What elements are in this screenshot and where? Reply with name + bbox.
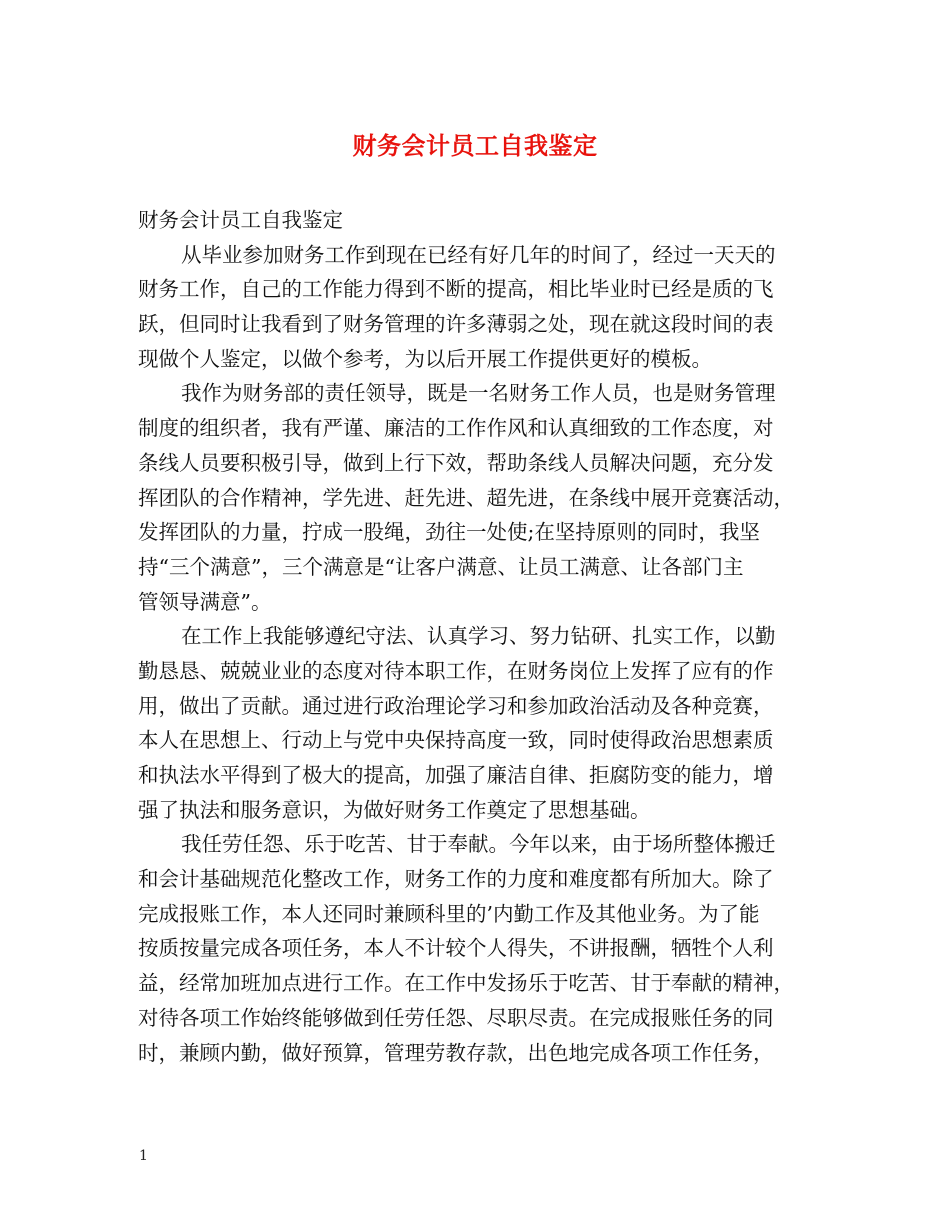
page-number: 1 (139, 1148, 148, 1164)
text-line: 对待各项工作始终能够做到任劳任怨、尽职尽责。在完成报账任务的同 (138, 1005, 774, 1030)
text-line: 财务工作，自己的工作能力得到不断的提高，相比毕业时已经是质的飞 (138, 277, 774, 302)
document-title: 财务会计员工自我鉴定 (352, 131, 598, 160)
text-line: 管领导满意”。 (138, 589, 272, 614)
text-line: 和会计基础规范化整改工作，财务工作的力度和难度都有所加大。除了 (138, 867, 774, 892)
text-line: 挥团队的合作精神，学先进、赶先进、超先进，在条线中展开竞赛活动， (138, 485, 794, 510)
text-line: 我任劳任怨、乐于吃苦、甘于奉献。今年以来，由于场所整体搬迁 (181, 832, 776, 857)
text-line: 发挥团队的力量，拧成一股绳，劲往一处使;在坚持原则的同时，我坚 (138, 520, 760, 545)
text-line: 我作为财务部的责任领导，既是一名财务工作人员，也是财务管理 (181, 381, 776, 406)
text-line: 按质按量完成各项任务，本人不计较个人得失，不讲报酬，牺牲个人利 (138, 936, 774, 961)
text-line: 勤恳恳、兢兢业业的态度对待本职工作，在财务岗位上发挥了应有的作 (138, 658, 774, 683)
text-line: 条线人员要积极引导，做到上行下效，帮助条线人员解决问题，充分发 (138, 450, 774, 475)
text-line: 跃，但同时让我看到了财务管理的许多薄弱之处，现在就这段时间的表 (138, 312, 774, 337)
text-line: 用，做出了贡献。通过进行政治理论学习和参加政治活动及各种竞赛， (138, 693, 774, 718)
text-line: 益，经常加班加点进行工作。在工作中发扬乐于吃苦、甘于奉献的精神， (138, 971, 794, 996)
text-line: 财务会计员工自我鉴定 (138, 208, 343, 232)
text-line: 现做个人鉴定，以做个参考，为以后开展工作提供更好的模板。 (138, 346, 712, 371)
text-line: 时，兼顾内勤，做好预算，管理劳教存款，出色地完成各项工作任务， (138, 1040, 774, 1065)
text-line: 强了执法和服务意识，为做好财务工作奠定了思想基础。 (138, 797, 651, 822)
text-line: 本人在思想上、行动上与党中央保持高度一致，同时使得政治思想素质 (138, 728, 774, 753)
text-line: 从毕业参加财务工作到现在已经有好几年的时间了，经过一天天的 (181, 242, 776, 267)
text-line: 制度的组织者，我有严谨、廉洁的工作作风和认真细致的工作态度，对 (138, 416, 774, 441)
text-line: 完成报账工作，本人还同时兼顾科里的’内勤工作及其他业务。为了能 (138, 901, 760, 926)
text-line: 在工作上我能够遵纪守法、认真学习、努力钻研、扎实工作，以勤 (181, 624, 776, 649)
text-line: 持“三个满意”，三个满意是“让客户满意、让员工满意、让各部门主 (138, 554, 744, 579)
text-line: 和执法水平得到了极大的提高，加强了廉洁自律、拒腐防变的能力，增 (138, 763, 774, 787)
document-body (138, 203, 826, 1070)
